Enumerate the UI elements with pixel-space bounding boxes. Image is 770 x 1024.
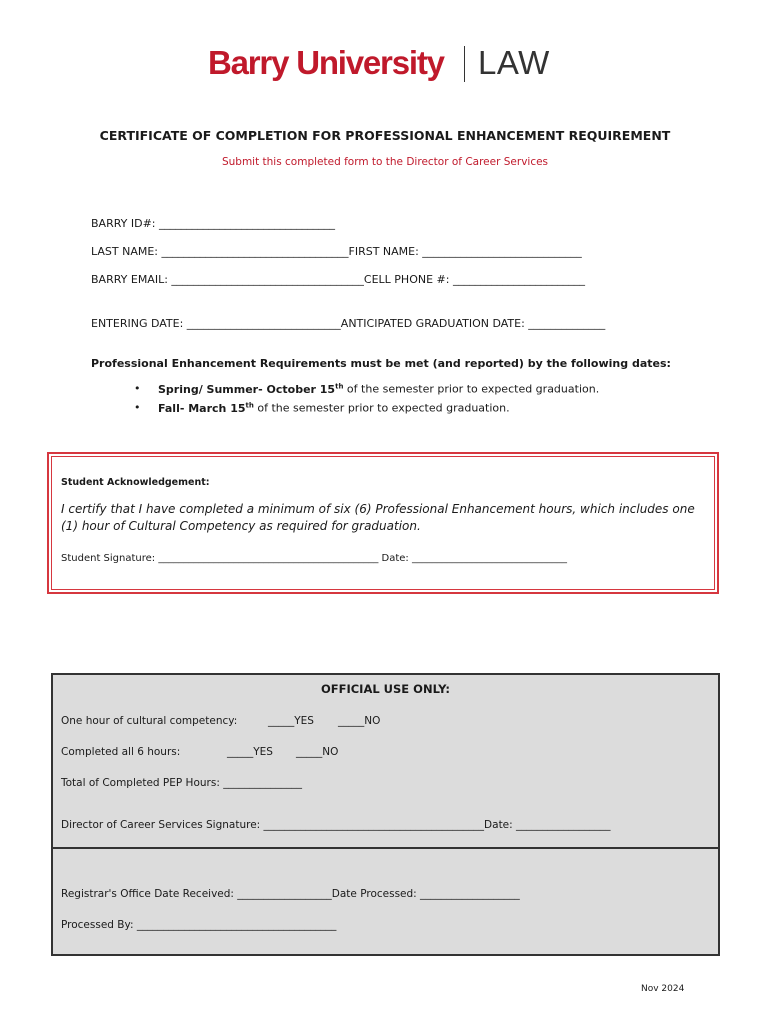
bullet-icon: • [134, 401, 141, 414]
list-item [134, 382, 600, 396]
deadline-label: Fall- March 15th [158, 401, 254, 415]
deadline-label: Spring/ Summer- October 15th [158, 382, 344, 396]
logo-divider [464, 46, 465, 82]
date-fields[interactable]: ENTERING DATE: ____________________________ANTICIPATED GRADUATION DATE: ______________ [91, 317, 606, 330]
student-signature-field[interactable]: Student Signature: ____________________________________________ Date: _______________________________ [61, 553, 567, 564]
cultural-yes-field[interactable]: _____YES [268, 715, 314, 727]
barry-id-field[interactable]: BARRY ID#: ________________________________ [91, 217, 336, 230]
acknowledgement-heading: Student Acknowledgement: [61, 477, 210, 488]
logo-brand: Barry University [208, 44, 444, 81]
cultural-no-field[interactable]: _____NO [338, 715, 381, 727]
email-phone-fields[interactable]: BARRY EMAIL: ___________________________________CELL PHONE #: ________________________ [91, 273, 585, 286]
revision-date: Nov 2024 [641, 984, 685, 994]
completed-no-field[interactable]: _____NO [296, 746, 339, 758]
official-use-heading: OFFICIAL USE ONLY: [320, 682, 451, 696]
registrar-dates-field[interactable]: Registrar's Office Date Received: __________________Date Processed: ___________________ [61, 888, 520, 900]
page-subtitle: Submit this completed form to the Director of Career Services [221, 156, 549, 168]
deadline-detail: of the semester prior to expected graduation. [253, 401, 510, 415]
name-fields[interactable]: LAST NAME: __________________________________FIRST NAME: _____________________________ [91, 245, 582, 258]
processed-by-field[interactable]: Processed By: ______________________________________ [61, 919, 337, 931]
completed-yes-field[interactable]: _____YES [227, 746, 273, 758]
bullet-icon: • [134, 382, 141, 395]
deadline-detail: of the semester prior to expected graduation. [343, 382, 600, 396]
official-divider [51, 847, 720, 849]
page-title: CERTIFICATE OF COMPLETION FOR PROFESSIONAL ENHANCEMENT REQUIREMENT [99, 128, 671, 143]
total-hours-field[interactable]: Total of Completed PEP Hours: _______________ [61, 777, 302, 789]
acknowledgement-statement: I certify that I have completed a minimum of six (6) Professional Enhancement hours, which includes one (1) hour of Cultural Competency as required for graduation. [61, 502, 695, 533]
requirements-heading: Professional Enhancement Requirements must be met (and reported) by the following dates: [91, 357, 671, 370]
list-item [134, 401, 510, 415]
completed-hours-label: Completed all 6 hours: [61, 746, 181, 758]
logo-school: LAW [478, 44, 550, 81]
cultural-competency-label: One hour of cultural competency: [61, 715, 238, 727]
director-signature-field[interactable]: Director of Career Services Signature: __________________________________________Date: __________________ [61, 819, 611, 831]
